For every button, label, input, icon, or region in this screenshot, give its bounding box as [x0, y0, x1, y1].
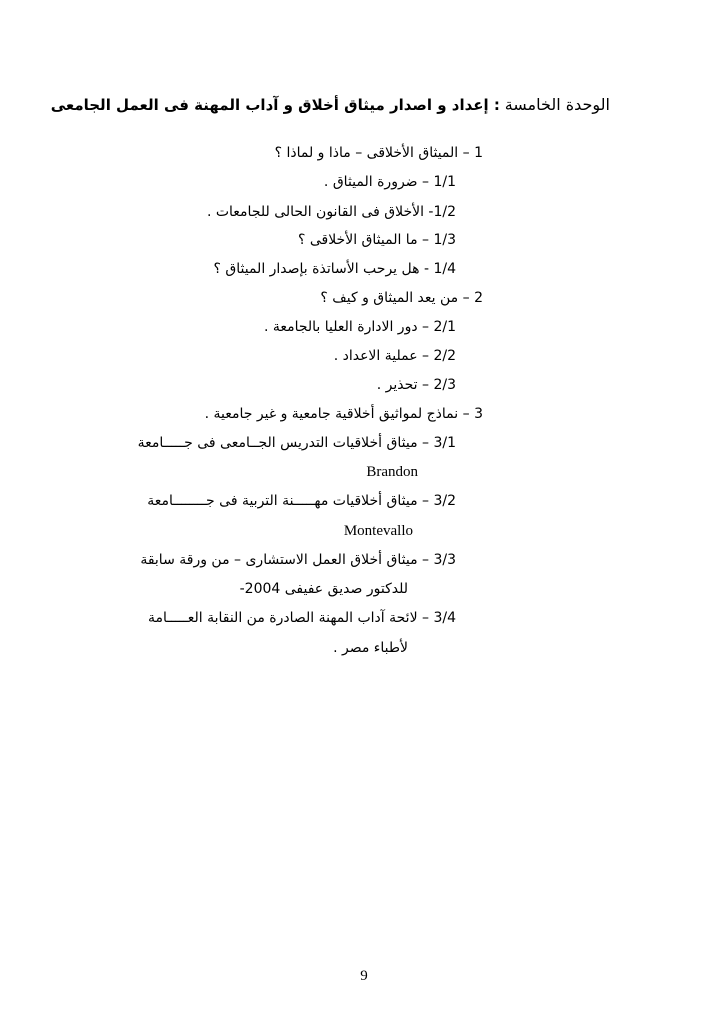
page-number: 9	[360, 968, 368, 984]
outline-item-3: 3 – نماذج لمواثيق أخلاقية جامعية و غير جامعية .	[204, 406, 483, 422]
outline-item-1: 1 – الميثاق الأخلاقى – ماذا و لماذا ؟	[274, 145, 483, 161]
unit-title-label: الوحدة الخامسة	[504, 95, 610, 114]
outline-item-3-2-continued: Montevallo	[343, 523, 413, 539]
outline-item-3-1: 3/1 – ميثاق أخلاقيات التدريس الجــامعى فى جـــــامعة	[137, 435, 456, 451]
unit-title-subject: : إعداد و اصدار ميثاق أخلاق و آداب المهنة فى العمل الجامعى	[50, 96, 500, 114]
outline-item-3-4-continued: لأطباء مصر .	[333, 640, 408, 656]
outline-item-1-3: 1/3 – ما الميثاق الأخلاقى ؟	[297, 232, 456, 248]
outline-item-3-1-continued: Brandon	[366, 464, 418, 480]
outline-item-3-4: 3/4 – لائحة آداب المهنة الصادرة من النقابة العـــــامة	[147, 610, 456, 626]
outline-item-3-3-continued: للدكتور صديق عفيفى 2004-	[239, 581, 408, 597]
outline-item-2-2: 2/2 – عملية الاعداد .	[333, 348, 456, 364]
outline-item-2-3: 2/3 – تحذير .	[376, 377, 456, 393]
unit-title	[51, 94, 610, 116]
outline-item-2-1: 2/1 – دور الادارة العليا بالجامعة .	[263, 319, 456, 335]
outline-item-3-2: 3/2 – ميثاق أخلاقيات مهـــــنة التربية فى جــــــــامعة	[147, 493, 456, 509]
outline-item-1-4: 1/4 - هل يرحب الأساتذة بإصدار الميثاق ؟	[213, 261, 456, 277]
outline-item-3-3: 3/3 – ميثاق أخلاق العمل الاستشارى – من ورقة سابقة	[140, 552, 456, 568]
outline-item-2: 2 – من يعد الميثاق و كيف ؟	[320, 290, 483, 306]
outline-item-1-2: 1/2- الأخلاق فى القانون الحالى للجامعات .	[206, 204, 456, 220]
outline-item-1-1: 1/1 – ضرورة الميثاق .	[323, 174, 456, 190]
